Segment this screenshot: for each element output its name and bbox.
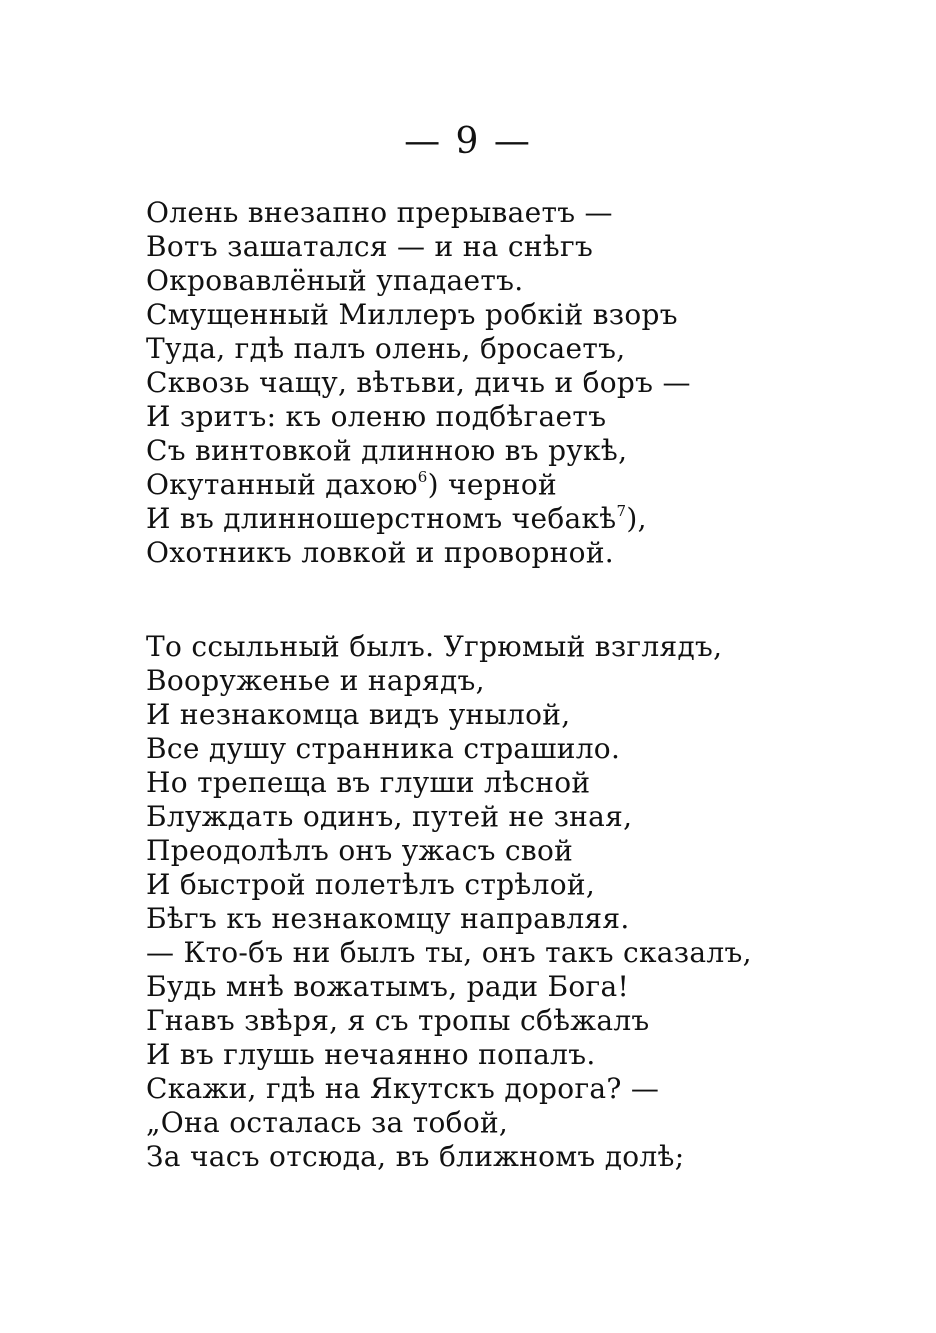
poem-line-text: ) черной [427, 468, 558, 501]
poem-line: То ссыльный былъ. Угрюмый взглядъ, [146, 630, 723, 663]
poem-line: Блуждать одинъ, путей не зная, [146, 800, 633, 833]
poem-line: Охотникъ ловкой и проворной. [146, 536, 614, 569]
poem-line: Гнавъ звѣря, я съ тропы сбѣжалъ [146, 1004, 650, 1037]
poem-line: Бѣгъ къ незнакомцу направляя. [146, 902, 630, 935]
page-number: — 9 — [404, 121, 532, 162]
poem-line-text: Окутанный дахою [146, 468, 418, 501]
poem-line: — Кто-бъ ни былъ ты, онъ такъ сказалъ, [146, 936, 752, 969]
poem-line: И быстрой полетѣлъ стрѣлой, [146, 868, 596, 901]
poem-line: Окровавлёный упадаетъ. [146, 264, 524, 297]
footnote-marker: 7 [616, 502, 627, 520]
stanza-2 [146, 630, 906, 1174]
poem-line-with-footnote [146, 502, 906, 536]
poem-line: Сквозь чащу, вѣтьви, дичь и боръ — [146, 366, 691, 399]
poem-line: За часъ отсюда, въ ближномъ долѣ; [146, 1140, 685, 1173]
poem-line: И въ глушь нечаянно попалъ. [146, 1038, 596, 1071]
poem-line: И зритъ: къ оленю подбѣгаетъ [146, 400, 607, 433]
poem-line: Олень внезапно прерываетъ — [146, 196, 613, 229]
poem-line: Съ винтовкой длинною въ рукѣ, [146, 434, 628, 467]
footnote-marker: 6 [417, 468, 428, 486]
poem-line: И незнакомца видъ унылой, [146, 698, 571, 731]
poem-line: „Она осталась за тобой, [146, 1106, 509, 1139]
poem-line-text: И въ длинношерстномъ чебакѣ [146, 502, 617, 535]
stanza-1 [146, 196, 906, 570]
poem-line: Вотъ зашатался — и на снѣгъ [146, 230, 594, 263]
poem-line: Все душу странника страшило. [146, 732, 621, 765]
poem-line-with-footnote [146, 468, 906, 502]
poem-line-text: ), [626, 502, 647, 535]
poem-line: Смущенный Миллеръ робкій взоръ [146, 298, 678, 331]
poem-line: Но трепеща въ глуши лѣсной [146, 766, 591, 799]
poem-line: Будь мнѣ вожатымъ, ради Бога! [146, 970, 630, 1003]
poem-line: Преодолѣлъ онъ ужасъ свой [146, 834, 574, 867]
poem-line: Туда, гдѣ палъ олень, бросаетъ, [146, 332, 626, 365]
poem-line: Вооруженье и нарядъ, [146, 664, 485, 697]
poem-line: Скажи, гдѣ на Якутскъ дорога? — [146, 1072, 660, 1105]
